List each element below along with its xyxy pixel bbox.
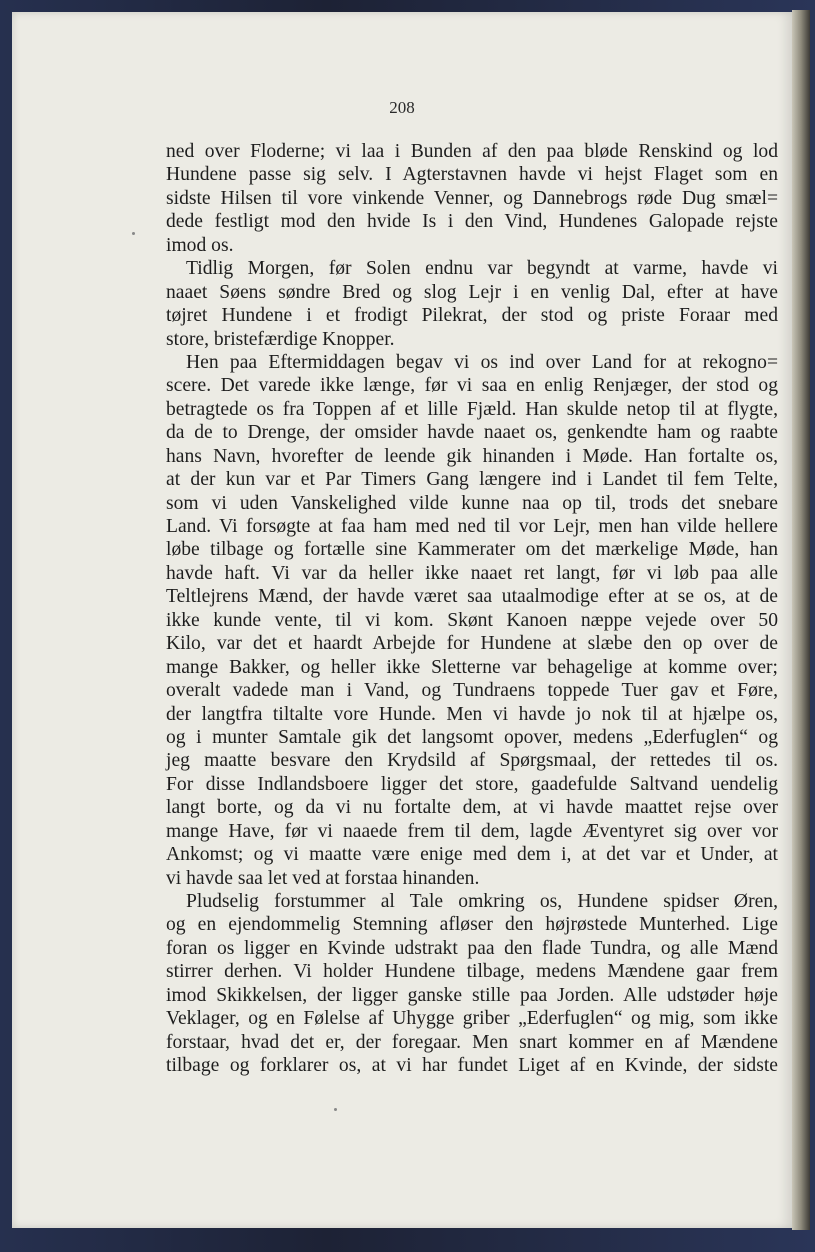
text-line: Land. Vi forsøgte at faa ham med ned til vor Lejr, men han vilde hellere	[166, 516, 778, 537]
text-line: vi havde saa let ved at forstaa hinanden.	[166, 867, 480, 889]
text-line: løbe tilbage og fortælle sine Kammerater om det mærkelige Møde, han	[166, 539, 778, 561]
text-line: forstaar, hvad det er, der foregaar. Men snart kommer en af Mændene	[166, 1031, 778, 1053]
text-line: betragtede os fra Toppen af et lille Fjæld. Han skulde netop til at flygte,	[166, 398, 778, 420]
margin-speck	[334, 1108, 337, 1111]
text-line: foran os ligger en Kvinde udstrakt paa den flade Tundra, og alle Mænd	[166, 937, 778, 959]
text-line: overalt vadede man i Vand, og Tundraens toppede Tuer gav et Føre,	[166, 680, 778, 702]
text-line: naaet Søens søndre Bred og slog Lejr i en venlig Dal, efter at have	[166, 281, 778, 303]
text-line: Tidlig Morgen, før Solen endnu var begyndt at varme, havde vi	[186, 258, 778, 280]
page-edge-shadow	[792, 10, 810, 1230]
text-line: Hundene passe sig selv. I Agterstavnen havde vi hejst Flaget som en	[166, 164, 778, 186]
text-line: hans Navn, hvorefter de leende gik hinanden i Møde. Han fortalte os,	[166, 445, 778, 467]
text-line: mange Have, før vi naaede frem til dem, lagde Æventyret sig over vor	[166, 820, 778, 842]
text-line: Ankomst; og vi maatte være enige med dem i, at det var et Under, at	[166, 844, 778, 866]
text-line: da de to Drenge, der omsider havde naaet os, genkendte ham og raabte	[166, 422, 778, 444]
book-page	[12, 12, 792, 1228]
text-line: langt borte, og da vi nu fortalte dem, at vi havde maattet rejse over	[166, 797, 778, 819]
text-line: Veklager, og en Følelse af Uhygge griber „Ederfuglen“ og mig, som ikke	[166, 1008, 778, 1030]
text-line: og i munter Samtale gik det langsomt opover, medens „Ederfuglen“ og	[166, 726, 778, 748]
text-line: ikke kunde vente, til vi kom. Skønt Kanoen næppe vejede over 50	[166, 609, 778, 631]
text-line: Teltlejrens Mænd, der havde været saa utaalmodige efter at se os, at de	[166, 586, 778, 608]
text-line: tilbage og forklarer os, at vi har fundet Liget af en Kvinde, der sidste	[166, 1055, 778, 1077]
text-line: For disse Indlandsboere ligger det store, gaadefulde Saltvand uendelig	[166, 773, 778, 795]
body-text	[166, 140, 778, 1078]
page-number: 208	[389, 98, 415, 117]
text-line: at der kun var et Par Timers Gang længere ind i Landet til fem Telte,	[166, 469, 778, 491]
text-line: Pludselig forstummer al Tale omkring os, Hundene spidser Øren,	[186, 891, 778, 912]
text-line: tøjret Hundene i et frodigt Pilekrat, der stod og priste Foraar med	[166, 305, 778, 327]
text-line: Kilo, var det et haardt Arbejde for Hundene at slæbe den op over de	[166, 633, 778, 655]
text-line: store, bristefærdige Knopper.	[166, 328, 395, 350]
text-line: havde haft. Vi var da heller ikke naaet ret langt, før vi løb paa alle	[166, 562, 778, 584]
text-line: jeg maatte besvare den Krydsild af Spørgsmaal, der rettedes til os.	[166, 750, 778, 772]
text-line: og en ejendommelig Stemning afløser den højrøstede Munterhed. Lige	[166, 914, 778, 936]
text-line: ned over Floderne; vi laa i Bunden af den paa bløde Renskind og lod	[166, 141, 778, 162]
text-line: Hen paa Eftermiddagen begav vi os ind over Land for at rekogno=	[186, 351, 778, 373]
text-line: der langtfra tiltalte vore Hunde. Men vi havde jo nok til at hjælpe os,	[166, 703, 778, 725]
text-line: imod os.	[166, 234, 234, 256]
text-line: dede festligt mod den hvide Is i den Vind, Hundenes Galopade rejste	[166, 211, 778, 233]
text-line: sidste Hilsen til vore vinkende Venner, og Dannebrogs røde Dug smæl=	[166, 187, 778, 209]
text-line: scere. Det varede ikke længe, før vi saa en enlig Renjæger, der stod og	[166, 375, 778, 397]
text-line: stirrer derhen. Vi holder Hundene tilbage, medens Mændene gaar frem	[166, 961, 778, 983]
text-line: mange Bakker, og heller ikke Sletterne var behagelige at komme over;	[166, 656, 778, 678]
text-line: imod Skikkelsen, der ligger ganske stille paa Jorden. Alle udstøder høje	[166, 984, 778, 1006]
margin-speck	[132, 232, 135, 235]
text-line: som vi uden Vanskelighed vilde kunne naa op til, trods det snebare	[166, 492, 778, 514]
